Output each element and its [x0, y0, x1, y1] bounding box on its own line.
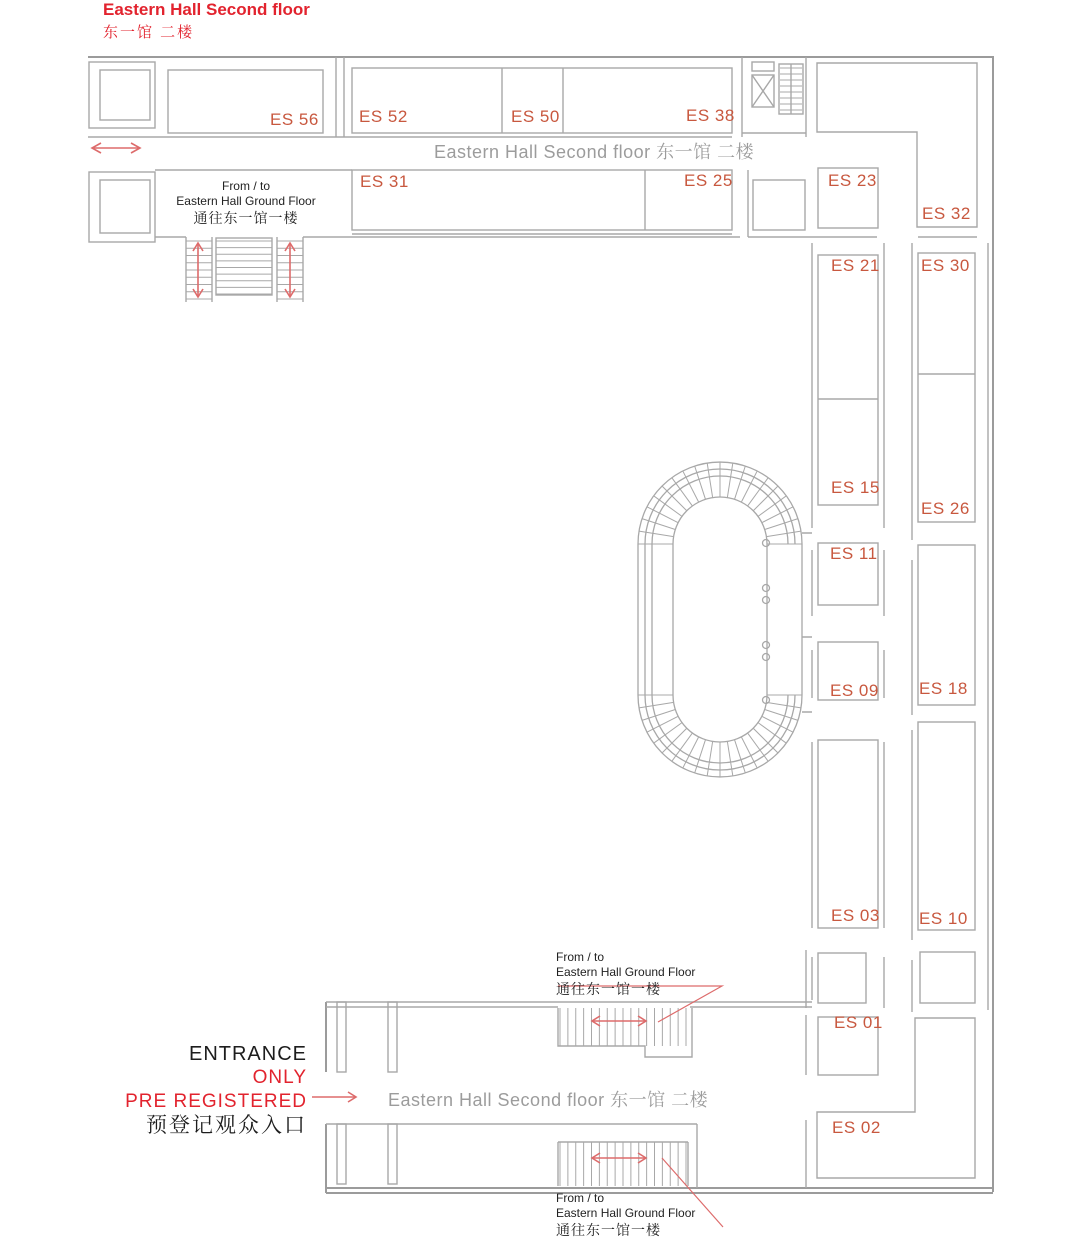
stair-arrow-bottom-lower: [592, 1153, 646, 1163]
entrance-line4: 预登记观众入口: [146, 1114, 307, 1137]
entrance-note: [125, 1042, 307, 1138]
corridor-label-bottom: Eastern Hall Second floor 东一馆 二楼: [388, 1090, 709, 1110]
booth-label-es18: ES 18: [919, 679, 968, 698]
elevator-shaft: [742, 57, 806, 137]
staircase-bottom-upper: [558, 1008, 692, 1057]
booth-es10: [918, 722, 975, 930]
booth-es21-es15: [818, 255, 878, 505]
booth-label-es09: ES 09: [830, 681, 879, 700]
stair-note-line1: From / to: [556, 950, 605, 964]
booth-label-es15: ES 15: [831, 478, 880, 497]
stair-treads: [186, 68, 802, 1186]
booth-es03: [818, 740, 878, 928]
stair-note-bottom-lower: [556, 1191, 695, 1240]
corridor-label-top: Eastern Hall Second floor 东一馆 二楼: [434, 142, 755, 162]
booth-label-es25: ES 25: [684, 171, 733, 190]
booth-label-es11: ES 11: [830, 544, 878, 563]
stair-note-line3: 通往东一馆一楼: [556, 981, 661, 997]
stair-note-top-left: [166, 179, 326, 228]
entrance-line3: PRE REGISTERED: [125, 1091, 307, 1112]
double-arrow-top-left: [92, 143, 140, 153]
stair-note-line1: From / to: [221, 179, 270, 193]
booth-label-es52: ES 52: [359, 107, 408, 126]
booth-label-es26: ES 26: [921, 499, 970, 518]
room-top-left-2: [89, 172, 155, 242]
entrance-arrow: [312, 1092, 356, 1102]
booth-label-es02: ES 02: [832, 1118, 881, 1137]
booth-label-es56: ES 56: [270, 110, 319, 129]
booth-label-es10: ES 10: [919, 909, 968, 928]
booth-label-es31: ES 31: [360, 172, 409, 191]
booth-es32: [817, 63, 977, 227]
booth-es02: [817, 1018, 975, 1178]
page-title-chinese: 东一馆 二楼: [103, 24, 195, 41]
entrance-line1: ENTRANCE: [188, 1043, 307, 1065]
stair-note-line2: Eastern Hall Ground Floor: [556, 1206, 696, 1220]
stair-note-line2: Eastern Hall Ground Floor: [176, 194, 316, 208]
booth-label-es23: ES 23: [828, 171, 877, 190]
booth-row-second: [352, 170, 732, 230]
stair-note-line3: 通往东一馆一楼: [193, 210, 299, 226]
stair-arrow-bottom-upper: [592, 1016, 646, 1026]
booth-label-es32: ES 32: [922, 204, 971, 223]
oval-staircase: [638, 462, 802, 777]
stair-note-line3: 通往东一馆一楼: [556, 1222, 661, 1238]
booth-label-es21: ES 21: [831, 256, 880, 275]
stair-note-line1: From / to: [556, 1191, 605, 1205]
stair-note-line2: Eastern Hall Ground Floor: [556, 965, 696, 979]
elevator-lobby: [753, 180, 805, 230]
stair-balusters: [763, 540, 770, 704]
booth-label-es03: ES 03: [831, 906, 880, 925]
booth-es30-es26: [918, 253, 975, 522]
entrance-line2: ONLY: [252, 1067, 307, 1088]
booth-label-es01: ES 01: [834, 1013, 883, 1032]
booth-label-es30: ES 30: [921, 256, 970, 275]
room-top-left-1: [89, 62, 155, 128]
page-title: Eastern Hall Second floor: [103, 0, 310, 19]
stair-note-bottom-upper: [556, 950, 695, 999]
booth-label-es50: ES 50: [511, 107, 560, 126]
booth-label-es38: ES 38: [686, 106, 735, 125]
